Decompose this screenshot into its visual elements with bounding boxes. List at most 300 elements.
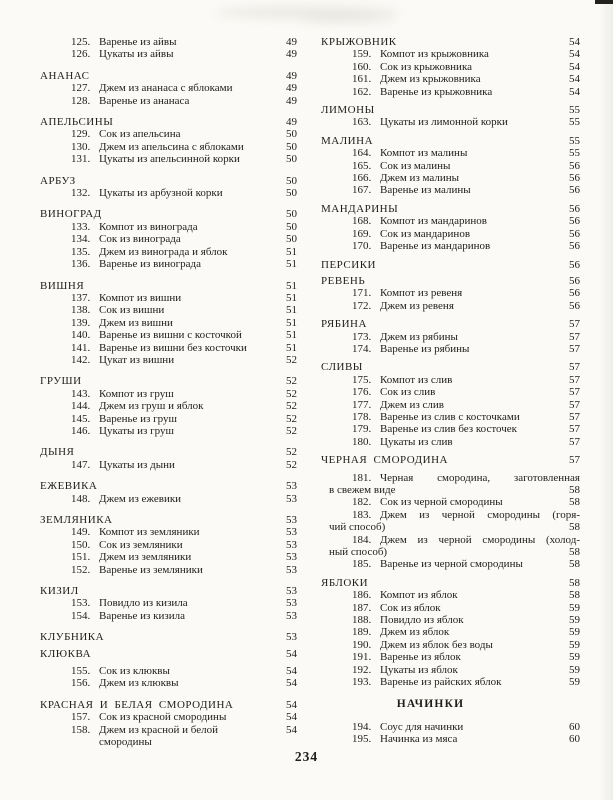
toc-entry-title: Варенье из груш bbox=[99, 412, 177, 425]
toc-entry-number: 179. bbox=[352, 423, 372, 436]
toc-entry-number: 163. bbox=[352, 116, 372, 129]
toc-page-number: 51 bbox=[286, 316, 297, 329]
toc-block bbox=[321, 259, 580, 271]
toc-section-title: ЕЖЕВИКА bbox=[40, 480, 98, 493]
toc-page-number: 57 bbox=[569, 361, 580, 374]
toc-entry bbox=[321, 589, 580, 601]
toc-entry-number: 177. bbox=[352, 398, 372, 411]
toc-section-title: АРБУЗ bbox=[40, 174, 76, 187]
toc-entry-title: Джем из крыжовника bbox=[380, 73, 481, 86]
toc-entry bbox=[321, 116, 580, 128]
toc-section-header bbox=[40, 446, 297, 458]
toc-entry-number: 170. bbox=[352, 240, 372, 253]
toc-entry-title: Компот из винограда bbox=[99, 220, 198, 233]
toc-page-number: 53 bbox=[286, 597, 297, 610]
toc-entry bbox=[40, 539, 297, 551]
toc-page-number: 49 bbox=[286, 82, 297, 95]
toc-block bbox=[321, 104, 580, 129]
toc-entry-number: 194. bbox=[352, 720, 372, 733]
toc-entry bbox=[321, 48, 580, 60]
toc-entry bbox=[321, 423, 580, 435]
toc-page-number: 52 bbox=[286, 387, 297, 400]
toc-entry bbox=[321, 240, 580, 252]
toc-page-number: 56 bbox=[569, 287, 580, 300]
toc-entry-number: 131. bbox=[71, 153, 91, 166]
toc-block bbox=[321, 203, 580, 253]
toc-entry-title: Сок из красной смородины bbox=[99, 711, 227, 724]
toc-page-number: 57 bbox=[569, 342, 580, 355]
toc-entry-title-continuation: в свежем виде bbox=[329, 484, 396, 496]
toc-entry-number: 183. bbox=[352, 508, 372, 521]
toc-section-header bbox=[40, 648, 297, 660]
toc-entry-number: 188. bbox=[352, 614, 372, 627]
toc-entry-title: Джем из апельсина с яблоками bbox=[99, 140, 244, 153]
toc-page-number: 57 bbox=[569, 373, 580, 386]
toc-page-number: 53 bbox=[286, 609, 297, 622]
toc-entry-number: 135. bbox=[71, 245, 91, 258]
toc-page-number: 55 bbox=[569, 134, 580, 147]
toc-page-number: 53 bbox=[286, 563, 297, 576]
toc-entry-title: Цукаты из слив bbox=[380, 435, 453, 448]
toc-section-header bbox=[40, 116, 297, 128]
toc-page-number: 56 bbox=[569, 172, 580, 185]
toc-section-title: ЧЕРНАЯ СМОРОДИНА bbox=[321, 454, 449, 467]
toc-page-number: 50 bbox=[286, 128, 297, 141]
toc-entry-title: Сок из малины bbox=[380, 159, 451, 172]
toc-entry-title: Варенье из вишни без косточки bbox=[99, 341, 247, 354]
toc-page-number: 59 bbox=[569, 626, 580, 639]
toc-section-header bbox=[321, 577, 580, 589]
toc-page-number: 50 bbox=[286, 153, 297, 166]
toc-entry bbox=[40, 141, 297, 153]
toc-column-right bbox=[321, 36, 580, 746]
toc-section-header bbox=[321, 203, 580, 215]
toc-page-number: 51 bbox=[286, 258, 297, 271]
toc-entry-title: Джем из вишни bbox=[99, 316, 173, 329]
toc-page-number: 50 bbox=[286, 187, 297, 200]
toc-entry-number: 192. bbox=[352, 663, 372, 676]
toc-page-number: 52 bbox=[286, 424, 297, 437]
toc-entry bbox=[40, 153, 297, 165]
toc-page-number: 58 bbox=[569, 484, 580, 496]
toc-page-number: 57 bbox=[569, 410, 580, 423]
toc-entry bbox=[40, 221, 297, 233]
toc-page-number: 54 bbox=[286, 723, 297, 736]
toc-page-number: 56 bbox=[569, 184, 580, 197]
toc-entry-title: Компот из слив bbox=[380, 373, 453, 386]
toc-entry-number: 141. bbox=[71, 341, 91, 354]
toc-entry-title: Повидло из яблок bbox=[380, 614, 464, 627]
toc-page-number: 52 bbox=[286, 446, 297, 459]
toc-entry bbox=[40, 665, 297, 677]
toc-entry-title: Компот из груш bbox=[99, 387, 174, 400]
toc-page-number: 57 bbox=[569, 454, 580, 467]
toc-entry bbox=[40, 724, 297, 749]
toc-entry-title: Цукаты из апельсинной корки bbox=[99, 153, 240, 166]
toc-page-number: 58 bbox=[569, 558, 580, 571]
toc-page-number: 53 bbox=[286, 551, 297, 564]
toc-page-number: 58 bbox=[569, 546, 580, 559]
toc-entry-number: 152. bbox=[71, 563, 91, 576]
toc-entry bbox=[321, 73, 580, 85]
toc-entry-number: 178. bbox=[352, 410, 372, 423]
toc-entry-number: 195. bbox=[352, 733, 372, 746]
toc-entry-number: 130. bbox=[71, 140, 91, 153]
toc-entry-title: Цукат из вишни bbox=[99, 353, 175, 366]
scan-artifact-mark bbox=[595, 0, 613, 4]
toc-entry-number: 187. bbox=[352, 601, 372, 614]
toc-entry-title-continuation: ный способ) bbox=[329, 546, 388, 559]
toc-entry-number: 193. bbox=[352, 676, 372, 689]
toc-entry-number: 160. bbox=[352, 60, 372, 73]
toc-entry bbox=[321, 343, 580, 355]
toc-section-header bbox=[321, 259, 580, 271]
toc-section-title: КРЫЖОВНИК bbox=[321, 36, 397, 48]
toc-entry bbox=[321, 558, 580, 570]
toc-entry bbox=[321, 676, 580, 688]
toc-entry-title: Джем из черной смородины (горя- bbox=[380, 508, 580, 521]
toc-block bbox=[321, 577, 580, 689]
toc-page-number: 54 bbox=[286, 677, 297, 690]
toc-entry bbox=[40, 342, 297, 354]
toc-entry-title: Варенье из райских яблок bbox=[380, 676, 502, 689]
toc-page-number: 56 bbox=[569, 274, 580, 287]
toc-section-title: ЗЕМЛЯНИКА bbox=[40, 514, 113, 526]
toc-entry-number: 128. bbox=[71, 94, 91, 107]
toc-entry-number: 182. bbox=[352, 496, 372, 509]
toc-entry-number: 168. bbox=[352, 215, 372, 228]
toc-section-header bbox=[321, 36, 580, 48]
toc-page-number: 58 bbox=[569, 589, 580, 602]
toc-section-title: СЛИВЫ bbox=[321, 361, 363, 374]
toc-block bbox=[40, 116, 297, 166]
toc-entry bbox=[321, 172, 580, 184]
toc-section-title: ВИШНЯ bbox=[40, 279, 85, 292]
toc-entry-title: Цукаты из лимонной корки bbox=[380, 116, 508, 129]
toc-section-title: ПЕРСИКИ bbox=[321, 258, 376, 271]
toc-entry-title: Варенье из яблок bbox=[380, 651, 461, 664]
toc-block bbox=[40, 70, 297, 107]
toc-entry-title-continuation: чий способ) bbox=[329, 521, 386, 534]
toc-entry-number: 155. bbox=[71, 665, 91, 678]
toc-page-number: 52 bbox=[286, 458, 297, 471]
toc-page-number: 54 bbox=[569, 36, 580, 48]
toc-section-header bbox=[40, 585, 297, 597]
toc-page-number: 57 bbox=[569, 386, 580, 399]
toc-section-header bbox=[40, 280, 297, 292]
toc-section-title: КЛЮКВА bbox=[40, 647, 92, 660]
toc-entry-title: Варенье из малины bbox=[380, 184, 471, 197]
toc-entry bbox=[40, 36, 297, 48]
toc-entry bbox=[40, 233, 297, 245]
toc-page-number: 57 bbox=[569, 398, 580, 411]
toc-entry bbox=[321, 147, 580, 159]
toc-entry bbox=[40, 258, 297, 270]
toc-page-number: 53 bbox=[286, 526, 297, 539]
toc-entry-number: 144. bbox=[71, 400, 91, 413]
toc-page-number: 51 bbox=[286, 341, 297, 354]
toc-page-number: 50 bbox=[286, 174, 297, 187]
toc-entry bbox=[40, 354, 297, 366]
toc-entry-title: Черная смородина, заготовленная bbox=[380, 471, 580, 484]
toc-page-number: 55 bbox=[569, 147, 580, 160]
toc-block bbox=[40, 514, 297, 576]
toc-entry-number: 140. bbox=[71, 329, 91, 342]
toc-entry-number: 161. bbox=[352, 73, 372, 86]
toc-entry-title: Джем из слив bbox=[380, 398, 444, 411]
toc-entry-title: Джем из ананаса с яблоками bbox=[99, 82, 233, 95]
toc-entry-title: Варенье из черной смородины bbox=[380, 558, 523, 571]
scan-edge-shade bbox=[599, 0, 613, 800]
toc-page-number: 54 bbox=[569, 85, 580, 98]
toc-entry bbox=[40, 187, 297, 199]
toc-page-number: 52 bbox=[286, 375, 297, 388]
toc-part-heading: НАЧИНКИ bbox=[396, 697, 465, 710]
toc-section-title: ДЫНЯ bbox=[40, 446, 75, 459]
toc-page-number: 59 bbox=[569, 614, 580, 627]
toc-entry-number: 145. bbox=[71, 412, 91, 425]
toc-entry-title: Сок из винограда bbox=[99, 233, 181, 246]
toc-page-number: 50 bbox=[286, 220, 297, 233]
toc-section-title: АПЕЛЬСИНЫ bbox=[40, 116, 114, 129]
toc-entry-title: Джем из ревеня bbox=[380, 299, 454, 312]
toc-entry bbox=[40, 304, 297, 316]
toc-entry-title: Сок из яблок bbox=[380, 601, 441, 614]
toc-entry bbox=[321, 472, 580, 484]
toc-entry-number: 173. bbox=[352, 330, 372, 343]
toc-entry-number: 125. bbox=[71, 36, 91, 48]
toc-page-number: 59 bbox=[569, 676, 580, 689]
toc-section-header bbox=[40, 480, 297, 492]
toc-entry-number: 138. bbox=[71, 304, 91, 317]
toc-entry bbox=[321, 614, 580, 626]
toc-entry bbox=[321, 639, 580, 651]
toc-entry bbox=[40, 526, 297, 538]
toc-entry-number: 134. bbox=[71, 233, 91, 246]
toc-entry-number: 184. bbox=[352, 533, 372, 546]
toc-block bbox=[40, 585, 297, 622]
toc-block bbox=[40, 375, 297, 437]
toc-entry-number: 185. bbox=[352, 558, 372, 571]
toc-entry-title: Сок из черной смородины bbox=[380, 496, 503, 509]
toc-page-number: 51 bbox=[286, 245, 297, 258]
toc-entry-number: 167. bbox=[352, 184, 372, 197]
toc-page-number: 55 bbox=[569, 116, 580, 129]
toc-page-number: 56 bbox=[569, 299, 580, 312]
toc-page-number: 56 bbox=[569, 159, 580, 172]
toc-entry bbox=[40, 564, 297, 576]
toc-entry bbox=[40, 95, 297, 107]
toc-entry-number: 189. bbox=[352, 626, 372, 639]
toc-page-number: 51 bbox=[286, 291, 297, 304]
toc-page-number: 51 bbox=[286, 279, 297, 292]
toc-entry-title: Джем из красной и белой смородины bbox=[99, 723, 219, 749]
toc-entry-number: 174. bbox=[352, 342, 372, 355]
toc-entry-number: 129. bbox=[71, 128, 91, 141]
toc-entry bbox=[321, 331, 580, 343]
toc-section-header bbox=[321, 135, 580, 147]
scan-smudge bbox=[300, 15, 395, 24]
toc-entry-title: Цукаты из айвы bbox=[99, 48, 174, 61]
toc-entry-number: 157. bbox=[71, 711, 91, 724]
toc-entry bbox=[40, 128, 297, 140]
toc-page-number: 52 bbox=[286, 412, 297, 425]
toc-section-header bbox=[40, 375, 297, 387]
toc-page-number: 52 bbox=[286, 353, 297, 366]
toc-page-number: 54 bbox=[286, 647, 297, 660]
toc-page-number: 56 bbox=[569, 240, 580, 253]
toc-page-number: 57 bbox=[569, 435, 580, 448]
toc-entry-title: Варенье из слив без косточек bbox=[380, 423, 517, 436]
toc-entry bbox=[40, 493, 297, 505]
toc-entry-number: 164. bbox=[352, 147, 372, 160]
toc-entry bbox=[321, 374, 580, 386]
toc-entry-continuation bbox=[321, 521, 580, 533]
toc-entry-number: 180. bbox=[352, 435, 372, 448]
toc-column-left bbox=[40, 36, 297, 749]
toc-section-header bbox=[40, 699, 297, 711]
toc-page-number: 54 bbox=[286, 711, 297, 724]
toc-entry bbox=[321, 496, 580, 508]
toc-entry-title: Сок из земляники bbox=[99, 538, 183, 551]
toc-entry-title: Джем из черной смородины (холод- bbox=[380, 533, 580, 546]
toc-entry-title: Джем из винограда и яблок bbox=[99, 245, 228, 258]
toc-entry bbox=[321, 534, 580, 546]
toc-entry-title: Соус для начинки bbox=[380, 720, 464, 733]
toc-entry-title: Варенье из кизила bbox=[99, 609, 185, 622]
toc-entry-title: Варенье из вишни с косточкой bbox=[99, 329, 242, 342]
toc-entry-title: Сок из мандаринов bbox=[380, 227, 471, 240]
toc-page-number: 53 bbox=[286, 492, 297, 505]
toc-entry-title: Компот из яблок bbox=[380, 589, 458, 602]
toc-entry-number: 158. bbox=[71, 723, 91, 736]
toc-page-number: 59 bbox=[569, 651, 580, 664]
toc-page-number: 54 bbox=[286, 665, 297, 678]
toc-entry-continuation bbox=[321, 546, 580, 558]
toc-entry-number: 126. bbox=[71, 48, 91, 61]
toc-entry-title: Джем из груш и яблок bbox=[99, 400, 204, 413]
toc-page-number: 53 bbox=[286, 631, 297, 644]
toc-entry bbox=[321, 61, 580, 73]
toc-block bbox=[321, 36, 580, 98]
toc-entry bbox=[40, 400, 297, 412]
toc-entry-title: Компот из мандаринов bbox=[380, 215, 487, 228]
toc-page-number: 54 bbox=[569, 60, 580, 73]
toc-entry-title: Джем из малины bbox=[380, 172, 460, 185]
toc-page-number: 51 bbox=[286, 304, 297, 317]
toc-page-number: 54 bbox=[569, 73, 580, 86]
toc-entry bbox=[321, 215, 580, 227]
toc-page-number: 49 bbox=[286, 36, 297, 48]
toc-entry-title: Повидло из кизила bbox=[99, 597, 188, 610]
toc-page-number: 50 bbox=[286, 140, 297, 153]
toc-entry bbox=[40, 677, 297, 689]
toc-section-title: ЛИМОНЫ bbox=[321, 104, 375, 117]
toc-entry bbox=[321, 411, 580, 423]
toc-entry-number: 132. bbox=[71, 187, 91, 200]
toc-page-number: 53 bbox=[286, 514, 297, 526]
toc-entry-title: Варенье из айвы bbox=[99, 36, 177, 48]
toc-page-number: 56 bbox=[569, 215, 580, 228]
toc-entry bbox=[40, 317, 297, 329]
toc-section-title: КРАСНАЯ И БЕЛАЯ СМОРОДИНА bbox=[40, 698, 234, 711]
toc-entry bbox=[321, 602, 580, 614]
toc-page-number: 49 bbox=[286, 94, 297, 107]
toc-page-number: 60 bbox=[569, 720, 580, 733]
toc-entry-title: Сок из вишни bbox=[99, 304, 165, 317]
toc-entry-number: 171. bbox=[352, 287, 372, 300]
toc-entry-number: 147. bbox=[71, 458, 91, 471]
toc-entry bbox=[40, 711, 297, 723]
toc-entry-title: Варенье из слив с косточками bbox=[380, 410, 520, 423]
toc-entry-number: 154. bbox=[71, 609, 91, 622]
toc-entry-title: Цукаты из груш bbox=[99, 424, 174, 437]
toc-entry bbox=[40, 246, 297, 258]
toc-page-number: 52 bbox=[286, 400, 297, 413]
toc-section-title: РЕВЕНЬ bbox=[321, 274, 366, 287]
toc-entry-title: Цукаты из арбузной корки bbox=[99, 187, 223, 200]
toc-entry-number: 153. bbox=[71, 597, 91, 610]
toc-entry-number: 162. bbox=[352, 85, 372, 98]
toc-entry-number: 172. bbox=[352, 299, 372, 312]
toc-entry bbox=[40, 388, 297, 400]
toc-entry bbox=[321, 721, 580, 733]
toc-entry bbox=[321, 184, 580, 196]
toc-entry bbox=[40, 82, 297, 94]
toc-entry-number: 190. bbox=[352, 638, 372, 651]
toc-section-title: ВИНОГРАД bbox=[40, 208, 102, 221]
toc-entry bbox=[321, 651, 580, 663]
toc-entry bbox=[321, 86, 580, 98]
toc-block bbox=[321, 275, 580, 312]
toc-entry-number: 165. bbox=[352, 159, 372, 172]
toc-entry-title: Джем из ежевики bbox=[99, 492, 182, 505]
toc-entry bbox=[40, 597, 297, 609]
toc-page-number: 53 bbox=[286, 585, 297, 598]
toc-block bbox=[40, 648, 297, 690]
toc-entry-title: Джем из яблок без воды bbox=[380, 638, 493, 651]
toc-page-number: 58 bbox=[569, 521, 580, 534]
toc-entry bbox=[40, 413, 297, 425]
toc-page-number: 49 bbox=[286, 69, 297, 82]
toc-entry-number: 186. bbox=[352, 589, 372, 602]
toc-block bbox=[40, 36, 297, 61]
toc-page-number: 58 bbox=[569, 496, 580, 509]
toc-entry-number: 148. bbox=[71, 492, 91, 505]
toc-entry-title: Сок из слив bbox=[380, 386, 436, 399]
toc-entry-title: Варенье из ананаса bbox=[99, 94, 190, 107]
toc-entry-number: 166. bbox=[352, 172, 372, 185]
toc-entry bbox=[40, 292, 297, 304]
toc-page-number: 60 bbox=[569, 733, 580, 746]
toc-entry bbox=[321, 626, 580, 638]
toc-page-number: 57 bbox=[569, 318, 580, 331]
toc-entry-title: Варенье из земляники bbox=[99, 563, 203, 576]
toc-page-number: 59 bbox=[569, 638, 580, 651]
toc-entry bbox=[321, 287, 580, 299]
toc-block bbox=[40, 208, 297, 270]
toc-page-number: 53 bbox=[286, 538, 297, 551]
toc-entry-title: Компот из вишни bbox=[99, 291, 182, 304]
toc-block bbox=[40, 446, 297, 471]
toc-block bbox=[321, 721, 580, 746]
toc-section-title: ГРУШИ bbox=[40, 375, 82, 388]
toc-entry-number: 149. bbox=[71, 526, 91, 539]
toc-entry-title: Варенье из рябины bbox=[380, 342, 470, 355]
toc-entry bbox=[321, 160, 580, 172]
toc-entry-number: 169. bbox=[352, 227, 372, 240]
toc-entry-number: 151. bbox=[71, 551, 91, 564]
